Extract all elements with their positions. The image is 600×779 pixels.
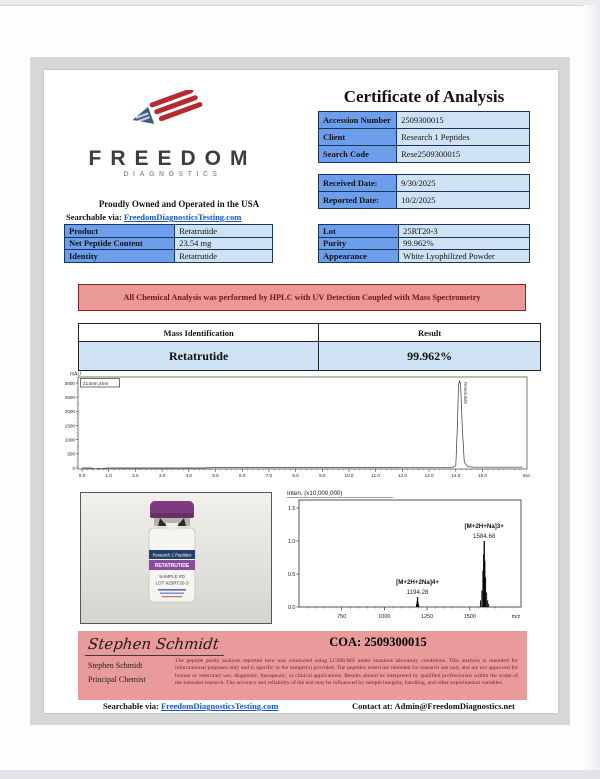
svg-text:0: 0 [72, 465, 75, 471]
svg-text:8.0: 8.0 [292, 473, 299, 478]
chemist-name: Stephen Schmidt [88, 661, 143, 670]
hplc-detector-label: 214nm,4nm [83, 381, 109, 387]
table-row [319, 225, 530, 238]
table-label: Purity [319, 237, 399, 250]
table-label: Client [319, 129, 397, 146]
hplc-peak-label: Retatrutide [463, 382, 469, 405]
svg-text:14.0: 14.0 [451, 473, 461, 478]
table-label: Accession Number [319, 112, 397, 129]
ms-title: Inten. (x10,000,000) [287, 490, 343, 497]
mass-spectrum [283, 486, 530, 628]
table-value: 10/2/2025 [397, 192, 530, 209]
svg-text:5.0: 5.0 [212, 473, 219, 478]
ms-peak-label: [M+2H+2Na]4+ [396, 579, 439, 587]
product-table [64, 224, 273, 263]
table-row [319, 192, 530, 209]
table-row [319, 146, 530, 163]
vial-photo [80, 492, 272, 624]
page-title: Certificate of Analysis [343, 87, 505, 106]
svg-text:0.5: 0.5 [287, 572, 296, 578]
vial-sample-text: SAMPLE #D [159, 574, 185, 579]
svg-text:1.0: 1.0 [287, 539, 296, 545]
svg-text:11.0: 11.0 [371, 473, 381, 478]
table-row [319, 129, 530, 146]
table-row [65, 237, 273, 250]
hplc-xlabel: min [522, 473, 530, 478]
svg-text:3000: 3000 [64, 380, 75, 386]
svg-text:1.5: 1.5 [287, 506, 296, 512]
svg-text:500: 500 [67, 451, 75, 457]
column-header: Mass Identification [79, 324, 319, 342]
photo-edge [583, 5, 600, 770]
analysis-method-banner: All Chemical Analysis was performed by HPLC with UV Detection Coupled with Mass Spectrometry [78, 284, 526, 311]
table-value: Retatrutide [175, 250, 273, 263]
table-value: 99.962% [319, 342, 541, 371]
table-value: Rese2509300015 [397, 146, 530, 163]
svg-text:2500: 2500 [64, 394, 75, 400]
brand-tagline: Proudly Owned and Operated in the USA [98, 199, 260, 209]
table-value: 23.54 mg [175, 237, 273, 250]
ms-xlabel: m/z [511, 614, 521, 620]
table-header-row [79, 324, 541, 342]
ms-peak-mz: 1584.68 [473, 533, 496, 540]
brand-subname: DIAGNOSTICS [123, 171, 222, 178]
svg-text:3.0: 3.0 [158, 473, 166, 478]
footer-searchable-link[interactable]: FreedomDiagnosticsTesting.com [160, 701, 279, 711]
lot-table [318, 224, 530, 263]
table-label: Product [65, 225, 175, 238]
svg-text:1000: 1000 [64, 437, 75, 443]
footer-contact: Contact at: Admin@FreedomDiagnostics.net [352, 701, 515, 711]
ms-peak-mz: 1194.28 [406, 589, 429, 597]
signature-script: Stephen Schmidt [85, 635, 226, 656]
accession-table [318, 111, 530, 163]
svg-text:2.0: 2.0 [132, 473, 139, 478]
svg-text:1500: 1500 [463, 614, 476, 620]
table-label: Net Peptide Content [65, 237, 175, 250]
table-label: Received Date: [319, 175, 397, 192]
hplc-ylabel: mAU [70, 371, 82, 378]
svg-text:7.0: 7.0 [265, 473, 273, 478]
brand-name: FREEDOM [88, 147, 257, 170]
vial-product-text: RETATRUTIDE [154, 563, 190, 570]
vial-brand-text: Research 1 Peptides [152, 552, 192, 558]
svg-text:0.0: 0.0 [78, 473, 86, 478]
table-value: Retatrutide [79, 342, 319, 371]
column-header: Result [319, 324, 541, 342]
table-value: 9/30/2025 [397, 175, 530, 192]
svg-text:4.0: 4.0 [185, 473, 192, 478]
chemist-role: Principal Chemist [88, 675, 146, 684]
header-searchable-line [66, 212, 241, 222]
svg-text:15.0: 15.0 [478, 473, 487, 478]
svg-text:9.0: 9.0 [319, 473, 326, 478]
svg-text:12.0: 12.0 [397, 473, 407, 478]
mass-identification-table [78, 323, 541, 371]
svg-text:13.0: 13.0 [424, 473, 434, 478]
table-row [319, 250, 530, 263]
svg-text:1500: 1500 [64, 423, 75, 429]
svg-text:1000: 1000 [378, 614, 391, 620]
table-value: 25RT20-3 [399, 225, 530, 238]
bottom-bar [0, 770, 600, 779]
date-table [318, 174, 530, 209]
flag-eagle-icon [126, 90, 208, 144]
table-row [319, 175, 530, 192]
signature-block [78, 631, 527, 700]
table-value: 2509300015 [397, 112, 530, 129]
table-label: Identity [65, 250, 175, 263]
table-label: Search Code [319, 146, 397, 163]
svg-text:1.0: 1.0 [105, 473, 112, 478]
table-row [319, 237, 530, 250]
ms-peak-label: [M+2H+Na]3+ [464, 523, 504, 530]
table-row [65, 250, 273, 263]
table-label: Lot [319, 225, 399, 238]
table-row [79, 342, 541, 371]
vial-lot-text: LOT #25RT20-3 [155, 580, 189, 586]
table-value: 99.962% [399, 237, 530, 250]
svg-text:10.0: 10.0 [344, 473, 354, 478]
disclaimer-text: The peptide purity analysis reported here was conducted using LCMS/MS under standard laboratory conditions. This analysis is intended for informational purposes only and is specific to the sample(s) provided. The peptides tested are intended for research use only and are not approved for human or veterinary use, diagnostic, therapeutic, or clinical applications. Results should be interpreted by qualified professionals within the scope of the intended research. The accuracy and reliability of the test may be influenced by sample integrity, handling, and other experimental variables. [175, 658, 518, 686]
table-value: White Lyophilized Powder [399, 250, 530, 263]
svg-text:750: 750 [337, 614, 347, 620]
searchable-label: Searchable via: [103, 701, 159, 711]
table-label: Reported Date: [319, 192, 397, 209]
svg-text:1250: 1250 [420, 614, 434, 620]
searchable-link[interactable]: FreedomDiagnosticsTesting.com [123, 212, 242, 222]
table-value: Retatrutide [175, 225, 273, 238]
svg-text:6.0: 6.0 [239, 473, 246, 478]
svg-text:2000: 2000 [64, 409, 75, 415]
searchable-label: Searchable via: [66, 212, 122, 222]
table-row [319, 112, 530, 129]
table-label: Appearance [319, 250, 399, 263]
top-bar [0, 0, 600, 6]
hplc-chromatogram [62, 370, 532, 484]
coa-number: COA: 2509300015 [329, 635, 427, 649]
svg-text:0.0: 0.0 [287, 605, 296, 611]
table-value: Research 1 Peptides [397, 129, 530, 146]
table-row [65, 225, 273, 238]
footer-searchable-line [103, 701, 278, 711]
